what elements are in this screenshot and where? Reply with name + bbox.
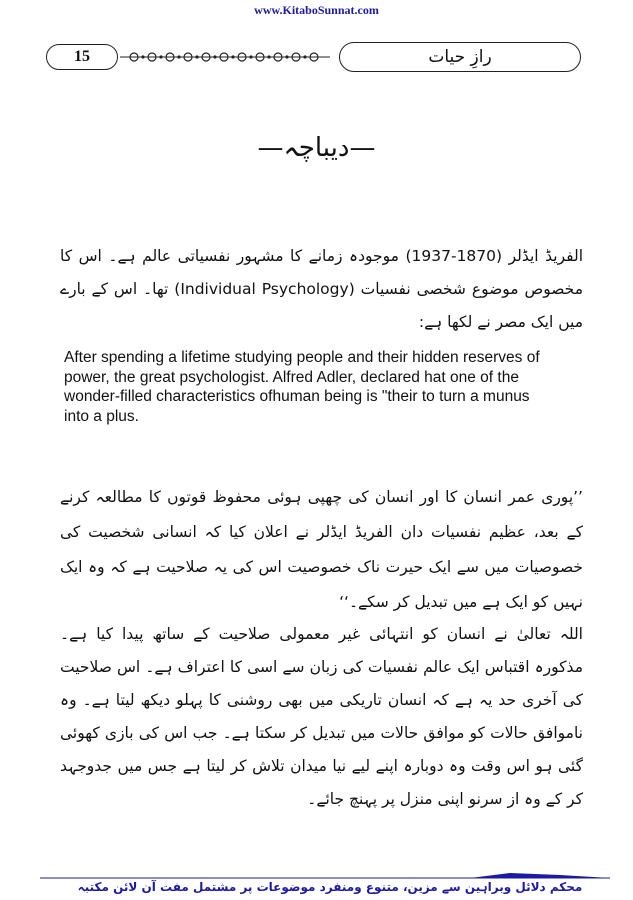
ornament-icon (120, 50, 330, 64)
page-number: 15 (46, 44, 118, 70)
body-text: اللہ تعالیٰ نے انسان کو انتہائی غیر معمولی صلاحیت کے ساتھ پیدا کیا ہے۔ مذکورہ اقتباس ایک عالم نفسیات کی زبان سے اسی کا اعتراف ہے۔ اس صلاحیت کی آخری حد یہ ہے کہ انسان تاریکی میں بھی روشنی کا پہلو دیکھ لیتا ہے۔ وہ ناموافق حالات کو موافق حالات میں تبدیل کر سکتا ہے۔ جب اس کی بازی کھوئی گئی ہو اس وقت وہ دوبارہ اپنے لیے نیا میدان تلاش کر لیتا ہے جس میں جدوجہد کر کے وہ از سرنو اپنی منزل پر پہنچ جائے۔ (60, 625, 583, 808)
body-paragraph (60, 618, 583, 816)
english-quote: After spending a lifetime studying people and their hidden reserves of power, the great psychologist. Alfred Adler, declared hat one of the wonder-filled characteristics ofhuman being is "their to turn a munus into a plus. (64, 349, 540, 425)
chapter-title: —دیباچہ— (257, 133, 376, 163)
urdu-quote (60, 480, 583, 620)
intro-text: الفریڈ ایڈلر (1870-1937) موجودہ زمانے کا مشہور نفسیاتی عالم ہے۔ اس کا مخصوص موضوع شخصی نفسیات (Individual Psychology) تھا۔ اس کے بارے میں ایک مصر نے لکھا ہے: (60, 247, 584, 331)
intro-paragraph (60, 240, 583, 339)
urdu-quote-text: ’’پوری عمر انسان کا اور انسان کی چھپی ہوئی محفوظ قوتوں کا مطالعہ کرنے کے بعد، عظیم نفسیات دان الفریڈ ایڈلر نے اعلان کیا کہ انسانی شخصیت کی خصوصیات میں سے ایک حیرت ناک خصوصیت اس کی یہ صلاحیت ہے کہ وہ ایک نہیں کو ایک ہے میں تبدیل کر سکے۔‘‘ (60, 488, 583, 611)
site-url[interactable]: www.KitaboSunnat.com (254, 3, 379, 17)
footer-tagline: محکم دلائل وبراہین سے مزین، متنوع ومنفرد موضوعات پر مشتمل مفت آن لائن مکتبہ (77, 880, 583, 894)
book-title: رازِ حیات (339, 42, 581, 72)
page-header (38, 38, 591, 78)
